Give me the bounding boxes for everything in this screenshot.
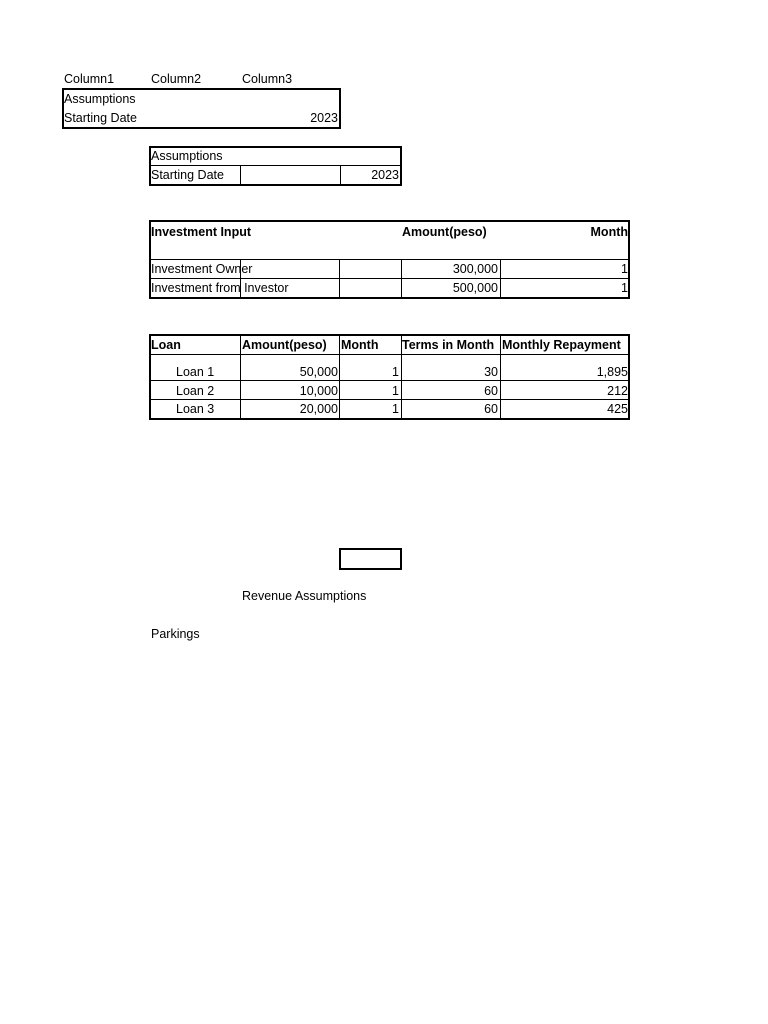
loan-row-terms: 30 xyxy=(484,365,498,379)
loan-row-repayment: 425 xyxy=(607,402,628,416)
assumptions-col-divider-1 xyxy=(240,166,241,185)
investment-row-label: Investment from Investor xyxy=(151,281,289,295)
loan-row-name: Loan 1 xyxy=(176,365,215,379)
loan-header: Loan xyxy=(151,338,181,352)
revenue-assumptions-title: Revenue Assumptions xyxy=(242,589,367,603)
investment-row-amount: 500,000 xyxy=(452,281,498,295)
loan-row-month: 1 xyxy=(392,402,399,416)
investment-month-header: Month xyxy=(590,225,628,239)
loan-row-month: 1 xyxy=(392,365,399,379)
loan-col-divider-4 xyxy=(500,335,501,418)
column3-header: Column3 xyxy=(242,72,293,86)
loan-amount-header: Amount(peso) xyxy=(242,338,327,352)
investment-row-amount: 300,000 xyxy=(452,262,498,276)
top-row-starting-date-label: Starting Date xyxy=(64,111,137,125)
loan-row-name: Loan 2 xyxy=(176,384,215,398)
loan-row-month: 1 xyxy=(392,384,399,398)
loan-row-repayment: 212 xyxy=(607,384,628,398)
assumptions-title: Assumptions xyxy=(151,149,223,163)
investment-row-month: 1 xyxy=(621,281,628,295)
assumptions-col-divider-2 xyxy=(340,166,341,185)
loan-row-amount: 10,000 xyxy=(299,384,338,398)
investment-input-header: Investment Input xyxy=(151,225,252,239)
top-row-starting-date-value: 2023 xyxy=(310,111,338,125)
loan-row-amount: 20,000 xyxy=(299,402,338,416)
assumptions-starting-date-label: Starting Date xyxy=(151,168,224,182)
loan-col-divider-2 xyxy=(339,335,340,418)
loan-month-header: Month xyxy=(341,338,379,352)
loan-row-terms: 60 xyxy=(484,384,498,398)
investment-col-divider-2 xyxy=(339,260,340,297)
loan-row-repayment: 1,895 xyxy=(596,365,628,379)
loan-header-divider xyxy=(150,354,629,355)
loan-row-terms: 60 xyxy=(484,402,498,416)
selected-cell[interactable] xyxy=(339,548,402,570)
investment-amount-header: Amount(peso) xyxy=(402,225,487,239)
investment-row-label: Investment Owner xyxy=(151,262,253,276)
assumptions-starting-date-value: 2023 xyxy=(371,168,399,182)
loan-row-amount: 50,000 xyxy=(299,365,338,379)
investment-row-month: 1 xyxy=(621,262,628,276)
loan-terms-header: Terms in Month xyxy=(402,338,495,352)
loan-col-divider-1 xyxy=(240,335,241,418)
column2-header: Column2 xyxy=(151,72,202,86)
loan-row-name: Loan 3 xyxy=(176,402,215,416)
top-row-assumptions-label: Assumptions xyxy=(64,92,136,106)
loan-repayment-header: Monthly Repayment xyxy=(502,338,621,352)
parkings-label: Parkings xyxy=(151,627,200,641)
investment-col-divider-4 xyxy=(500,260,501,297)
column1-header: Column1 xyxy=(64,72,115,86)
